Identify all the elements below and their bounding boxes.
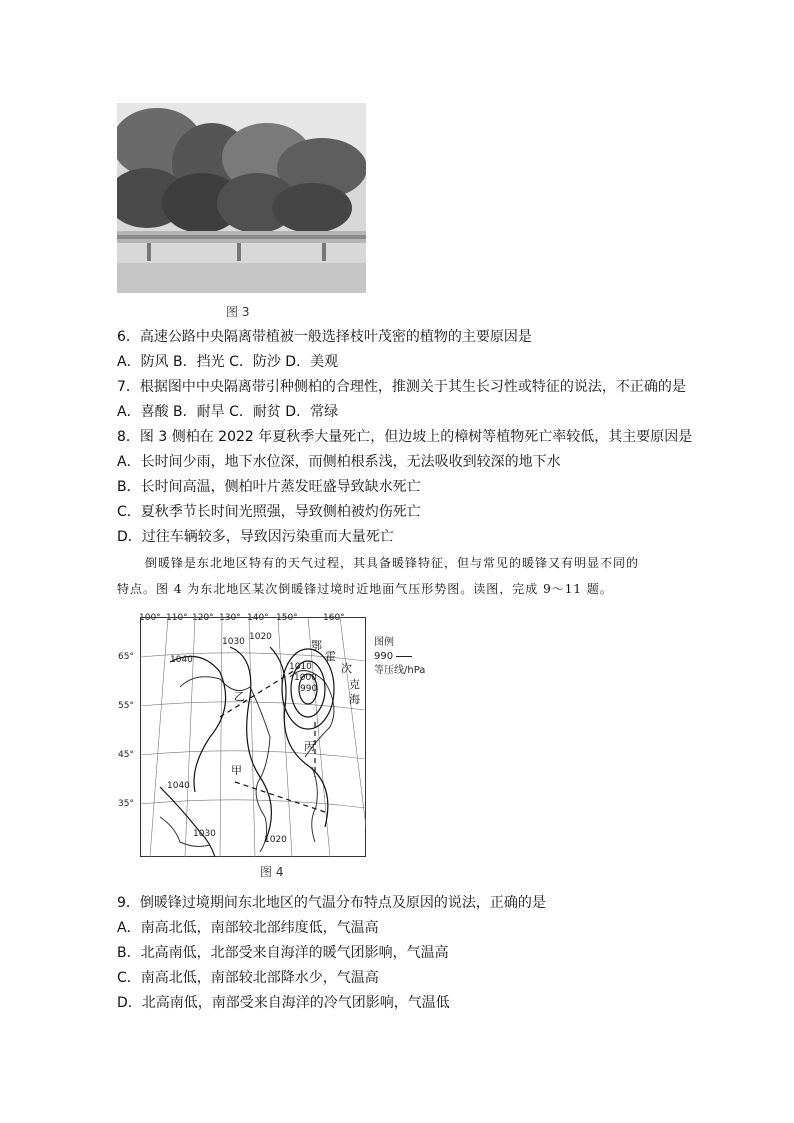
question-8-stem: 8．图 3 侧柏在 2022 年夏秋季大量死亡，但边坡上的樟树等植物死亡率较低，其主要原因是 xyxy=(117,429,693,445)
lon-label: 100° xyxy=(139,613,161,623)
lon-label: 130° xyxy=(219,613,241,623)
lon-label: 110° xyxy=(166,613,188,623)
figure-4-caption: 图 4 xyxy=(260,865,284,879)
lon-label: 120° xyxy=(192,613,214,623)
question-7-options: A．喜酸 B．耐旱 C．耐贫 D．常绿 xyxy=(117,404,339,420)
sea-label: 霍 xyxy=(325,650,336,663)
legend-value: 990 xyxy=(374,651,394,662)
question-8-option-b: B．长时间高温，侧柏叶片蒸发旺盛导致缺水死亡 xyxy=(117,479,421,495)
legend-title: 图例 xyxy=(374,637,394,648)
lon-label: 150° xyxy=(276,613,298,623)
sea-label: 克 xyxy=(349,678,360,691)
figure-3-caption: 图 3 xyxy=(226,305,250,319)
place-label-bing: 丙 xyxy=(304,740,315,753)
isobar-label: 990 xyxy=(300,684,318,694)
isobar-label: 1030 xyxy=(222,637,245,647)
question-9-option-b: B．北高南低，北部受来自海洋的暖气团影响，气温高 xyxy=(117,945,449,961)
question-6-stem: 6．高速公路中央隔离带植被一般选择枝叶茂密的植物的主要原因是 xyxy=(117,329,532,345)
lon-label: 160° xyxy=(323,613,345,623)
figure-4-legend xyxy=(374,636,425,678)
isobar-label: 1020 xyxy=(249,632,272,642)
question-7-stem: 7．根据图中中央隔离带引种侧柏的合理性，推测关于其生长习性或特征的说法，不正确的是 xyxy=(117,379,686,395)
question-6-options: A．防风 B．挡光 C．防沙 D．美观 xyxy=(117,354,339,370)
isobar-label: 1030 xyxy=(193,829,216,839)
sea-label: 鄂 xyxy=(311,639,322,652)
isobar-label: 1020 xyxy=(264,835,287,845)
lat-label: 55° xyxy=(118,701,134,711)
question-9-option-a: A．南高北低，南部较北部纬度低，气温高 xyxy=(117,920,379,936)
legend-text: 等压线/hPa xyxy=(374,665,426,676)
isobar-label: 1000 xyxy=(294,673,317,683)
legend-isobar-sample xyxy=(374,650,425,664)
lat-label: 35° xyxy=(118,799,134,809)
isobar-label: 1040 xyxy=(170,655,193,665)
figure-3-photo xyxy=(117,103,366,293)
question-8-option-c: C．夏秋季节长时间光照强，导致侧柏被灼伤死亡 xyxy=(117,504,421,520)
question-8-option-a: A．长时间少雨，地下水位深，而侧柏根系浅，无法吸收到较深的地下水 xyxy=(117,454,561,470)
question-8-option-d: D．过往车辆较多，导致因污染重而大量死亡 xyxy=(117,529,394,545)
sea-label: 次 xyxy=(341,662,352,675)
sea-label: 海 xyxy=(349,693,360,706)
legend-line xyxy=(396,656,412,657)
lat-label: 45° xyxy=(118,750,134,760)
roadside-shrubs-image xyxy=(117,103,366,293)
question-9-option-c: C．南高北低，南部较北部降水少，气温高 xyxy=(117,970,379,986)
isobar-label: 1040 xyxy=(167,781,190,791)
question-9-option-d: D．北高南低，南部受来自海洋的冷气团影响，气温低 xyxy=(117,995,450,1011)
lon-label: 140° xyxy=(247,613,269,623)
question-9-stem: 9．倒暖锋过境期间东北地区的气温分布特点及原因的说法，正确的是 xyxy=(117,895,546,911)
passage-line-2: 特点。图 4 为东北地区某次倒暖锋过境时近地面气压形势图。读图，完成 9～11 题。 xyxy=(117,582,613,596)
isobar-label: 1010 xyxy=(289,662,312,672)
passage-line-1: 倒暖锋是东北地区特有的天气过程，其具备暖锋特征，但与常见的暖锋又有明显不同的 xyxy=(145,556,640,570)
place-label-jia: 甲 xyxy=(231,764,242,777)
place-label-yi: 乙 xyxy=(234,690,245,703)
lat-label: 65° xyxy=(118,652,134,662)
